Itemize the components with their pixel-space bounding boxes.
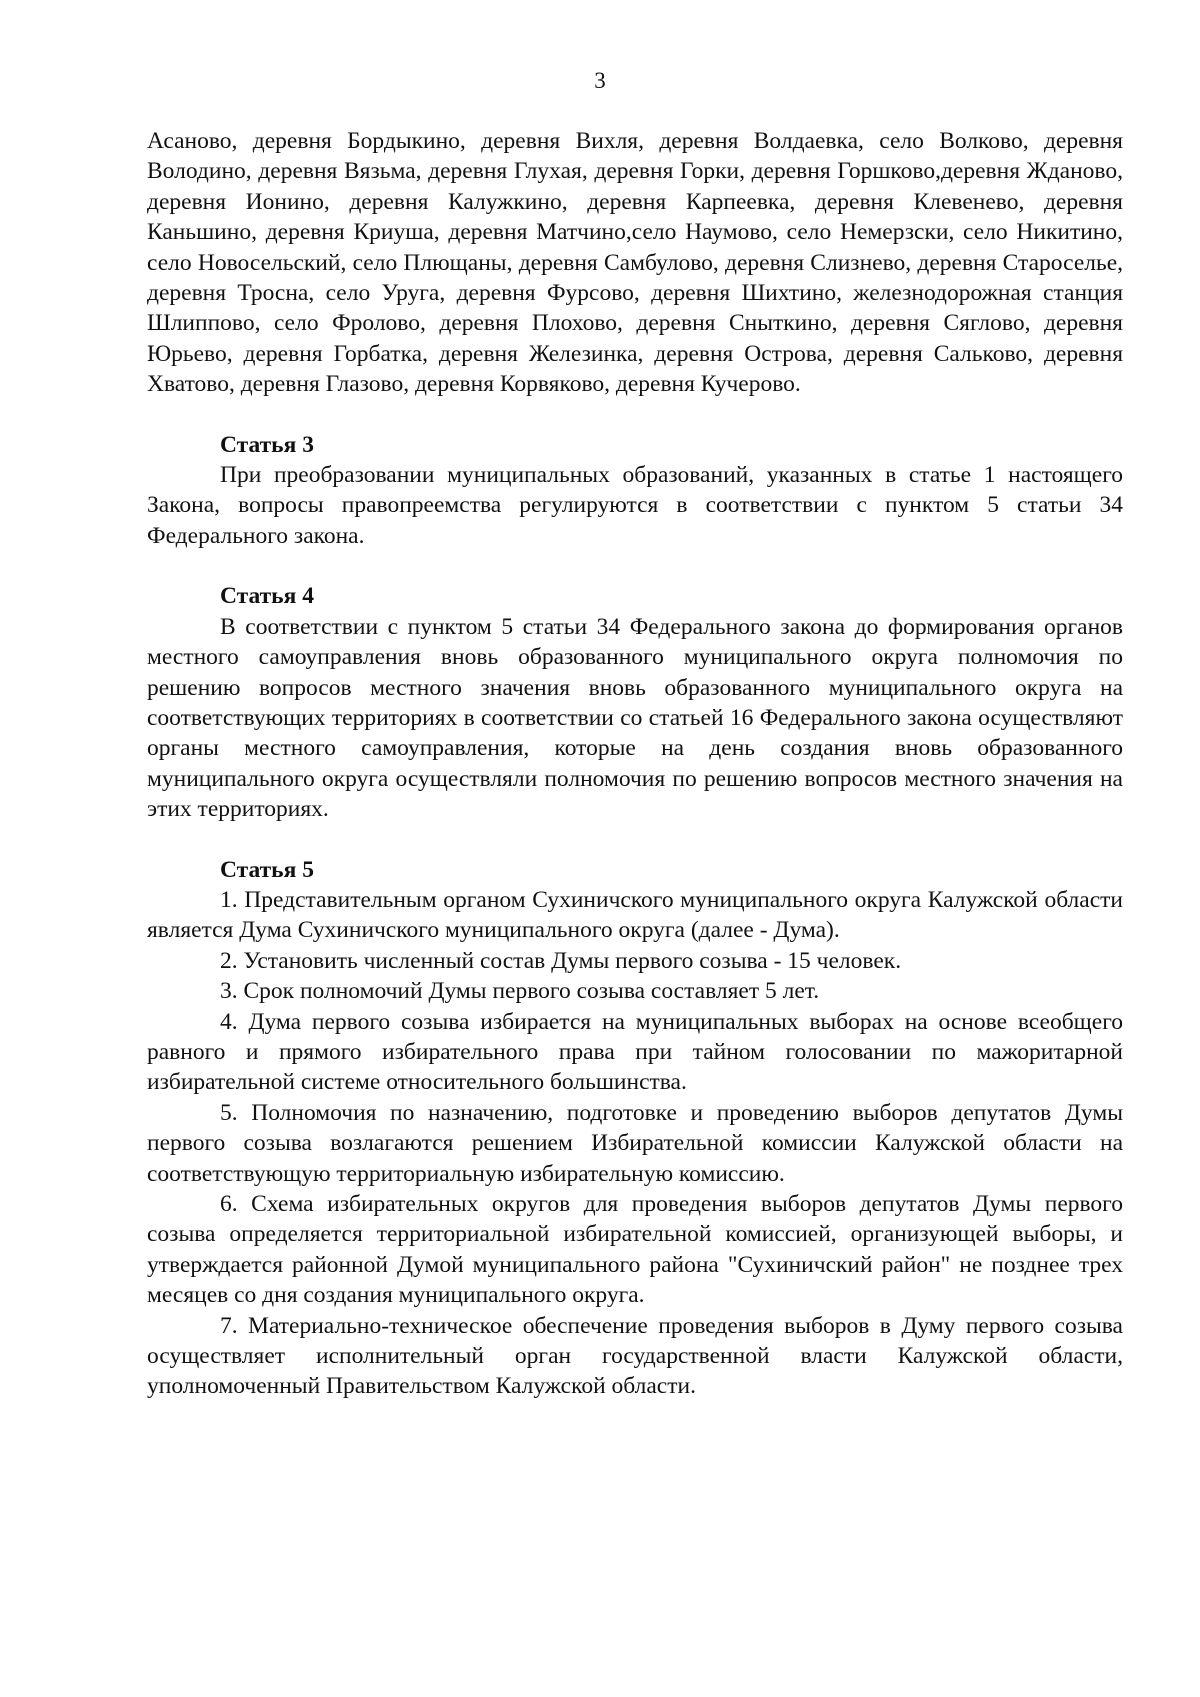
intro-paragraph: Асаново, деревня Бордыкино, деревня Вихля, деревня Волдаевка, село Волково, деревня Володино, деревня Вязьма, деревня Глухая, деревня Горки, деревня Горшково,деревня Жданово, деревня Ионино, деревня Калужкино, деревня Карпеевка, деревня Клевенево, деревня Каньшино, деревня Криуша, деревня Матчино,село Наумово, село Немерзски, село Никитино, село Новосельский, село Плющаны, деревня Самбулово, деревня Слизнево, деревня Староселье, деревня Тросна, село Уруга, деревня Фурсово, деревня Шихтино, железнодорожная станция Шлиппово, село Фролово, деревня Плохово, деревня Сныткино, деревня Сяглово, деревня Юрьево, деревня Горбатка, деревня Железинка, деревня Острова, деревня Сальково, деревня Хватово, деревня Глазово, деревня Корвяково, деревня Кучерово.	[147, 128, 1123, 398]
article-5-item-4: 4. Дума первого созыва избирается на муниципальных выборах на основе всеобщего равного и прямого избирательного права при тайном голосовании по мажоритарной избирательной системе относительного большинства.	[147, 1008, 1123, 1096]
article-5-item-7: 7. Материально-техническое обеспечение проведения выборов в Думу первого созыва осуществляет исполнительный орган государственной власти Калужской области, уполномоченный Правительством Калужской области.	[147, 1312, 1123, 1400]
article-5	[147, 855, 1123, 1402]
article-5-item-5: 5. Полномочия по назначению, подготовке и проведению выборов депутатов Думы первого созыва возлагаются решением Избирательной комиссии Калужской области на соответствующую территориальную избирательную комиссию.	[147, 1099, 1123, 1187]
article-3-paragraph-1: При преобразовании муниципальных образований, указанных в статье 1 настоящего Закона, вопросы правопреемства регулируются в соответствии с пунктом 5 статьи 34 Федерального закона.	[147, 462, 1123, 549]
article-5-item-3: 3. Срок полномочий Думы первого созыва составляет 5 лет.	[220, 978, 820, 1005]
article-5-item-2: 2. Установить численный состав Думы первого созыва - 15 человек.	[220, 947, 902, 974]
article-4-paragraph-1: В соответствии с пунктом 5 статьи 34 Федерального закона до формирования органов местного самоуправления вновь образованного муниципального округа полномочия по решению вопросов местного значения вновь образованного муниципального округа на соответствующих территориях в соответствии со статьей 16 Федерального закона осуществляют органы местного самоуправления, которые на день создания вновь образованного муниципального округа осуществляли полномочия по решению вопросов местного значения на этих территориях.	[147, 613, 1123, 823]
page-number: 3	[594, 68, 606, 93]
article-3-title: Статья 3	[220, 431, 314, 458]
article-4-title: Статья 4	[220, 583, 314, 610]
article-5-item-6: 6. Схема избирательных округов для проведения выборов депутатов Думы первого созыва определяется территориальной избирательной комиссией, организующей выборы, и утверждается районной Думой муниципального района "Сухиничский район" не позднее трех месяцев со дня создания муниципального округа.	[147, 1191, 1123, 1309]
article-3	[147, 430, 1123, 552]
document-body	[147, 126, 1123, 1402]
article-5-title: Статья 5	[220, 856, 314, 883]
article-4	[147, 581, 1123, 824]
article-5-item-1: 1. Представительным органом Сухиничского муниципального округа Калужской области является Дума Сухиничского муниципального округа (далее - Дума).	[147, 886, 1123, 944]
